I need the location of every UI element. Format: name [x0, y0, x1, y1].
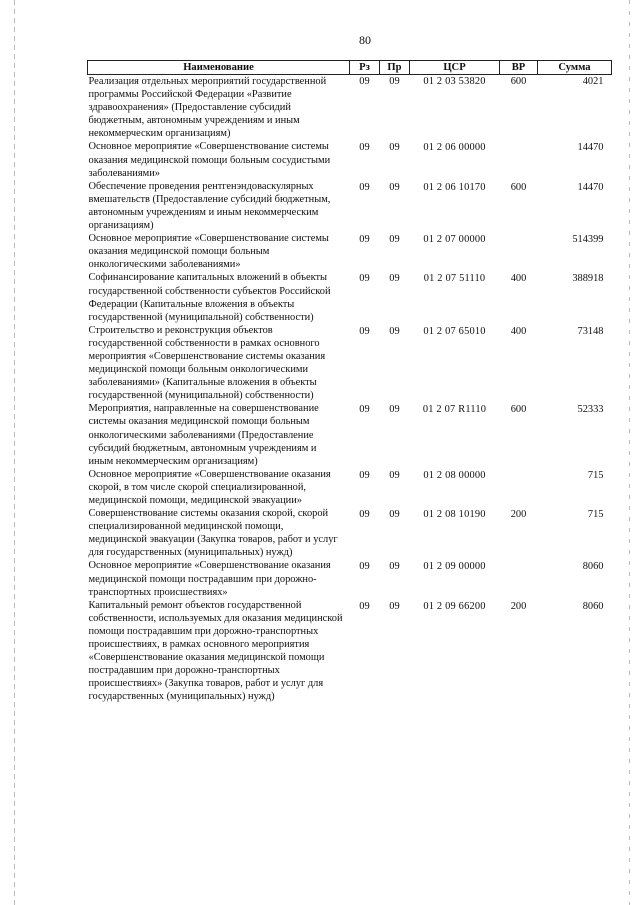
- cell-name: Основное мероприятие «Совершенствование системы оказания медицинской помощи больным онкологическими заболеваниями»: [88, 233, 329, 271]
- cell-rz: 09: [359, 561, 370, 573]
- cell-vr: 200: [510, 509, 527, 521]
- table-row: [88, 140, 612, 179]
- cell-sum: 388918: [572, 273, 604, 285]
- page-number: 80: [359, 33, 371, 47]
- cell-pr: 09: [389, 181, 400, 193]
- cell-vr: 600: [510, 181, 527, 193]
- cell-csr: 01 2 07 00000: [423, 234, 486, 246]
- cell-pr: 09: [389, 404, 400, 416]
- cell-pr: 09: [389, 273, 400, 285]
- cell-name: Софинансирование капитальных вложений в объекты государственной собственности субъектов Российской Федерации (Капитальные вложения в объекты государственной (муниципальной) собственности): [88, 272, 331, 323]
- cell-csr: 01 2 09 00000: [423, 561, 486, 573]
- cell-pr: 09: [389, 76, 400, 87]
- cell-pr: 09: [389, 469, 400, 481]
- cell-csr: 01 2 03 53820: [423, 76, 486, 87]
- cell-vr: [500, 232, 538, 271]
- cell-csr: 01 2 06 10170: [423, 181, 486, 193]
- header-name: Наименование: [88, 61, 350, 75]
- cell-name: Обеспечение проведения рентгенэндоваскулярных вмешательств (Предоставление субсидий бюджетным, автономным учреждениям и иным некоммерческим организациям): [88, 180, 331, 232]
- cell-csr: 01 2 08 10190: [423, 509, 486, 521]
- cell-name: Совершенствование системы оказания скорой, скорой специализированной медицинской помощи, медицинской эвакуации (Закупка товаров, работ и услуг для государственных (муниципальных) нужд): [88, 508, 338, 559]
- cell-sum: 514399: [572, 234, 604, 246]
- cell-rz: 09: [359, 181, 370, 193]
- cell-sum: 14470: [577, 181, 604, 193]
- table-row: [88, 402, 612, 467]
- cell-rz: 09: [359, 273, 370, 285]
- cell-pr: 09: [389, 600, 400, 612]
- cell-pr: 09: [389, 325, 400, 337]
- table-header: [88, 61, 612, 75]
- cell-sum: 715: [587, 509, 604, 521]
- table-row: [88, 75, 612, 141]
- table-row: [88, 559, 612, 598]
- cell-sum: 4021: [582, 76, 604, 87]
- cell-name: Реализация отдельных мероприятий государственной программы Российской Федерации «Развитие здравоохранения» (Предоставление субсидий бюджетным, автономным учреждениям и иным некоммерческим организациям): [88, 76, 327, 140]
- cell-name: Основное мероприятие «Совершенствование оказания медицинской помощи пострадавшим при дорожно-транспортных происшествиях»: [88, 560, 331, 598]
- cell-csr: 01 2 07 51110: [423, 273, 486, 285]
- cell-name: Капитальный ремонт объектов государственной собственности, используемых для оказания медицинской помощи пострадавшим при дорожно-транспортных происшествиях, в рамках основного мероприятия «Совершенствование оказания медицинской помощи пострадавшим при дорожно-транспортных происшествиях» (Закупка товаров, работ и услуг для государственных (муниципальных) нужд): [88, 599, 343, 703]
- cell-rz: 09: [359, 509, 370, 521]
- cell-vr: 400: [510, 273, 527, 285]
- table-row: [88, 180, 612, 232]
- table-row: [88, 324, 612, 403]
- table-row: [88, 599, 612, 704]
- cell-csr: 01 2 07 R1110: [422, 404, 487, 416]
- cell-csr: 01 2 07 65010: [423, 325, 486, 337]
- header-row: [88, 61, 612, 75]
- cell-csr: 01 2 06 00000: [423, 142, 486, 154]
- cell-csr: 01 2 09 66200: [423, 600, 486, 612]
- cell-vr: [500, 559, 538, 598]
- cell-pr: 09: [389, 234, 400, 246]
- cell-rz: 09: [359, 469, 370, 481]
- cell-sum: 14470: [577, 142, 604, 154]
- scan-edge-right: [629, 0, 630, 905]
- cell-vr: 200: [510, 600, 527, 612]
- cell-rz: 09: [359, 325, 370, 337]
- cell-name: Основное мероприятие «Совершенствование оказания скорой, в том числе скорой специализированной, медицинской помощи, медицинской эвакуации»: [88, 468, 331, 506]
- cell-rz: 09: [359, 234, 370, 246]
- cell-sum: 8060: [582, 600, 604, 612]
- cell-name: Основное мероприятие «Совершенствование системы оказания медицинской помощи больным сосудистыми заболеваниями»: [88, 141, 331, 179]
- cell-name: Мероприятия, направленные на совершенствование системы оказания медицинской помощи больным онкологическими заболеваниями (Предоставление субсидий бюджетным, автономным учреждениям и иным некоммерческим организациям): [88, 403, 319, 467]
- cell-vr: [500, 468, 538, 507]
- table-row: [88, 507, 612, 559]
- cell-pr: 09: [389, 509, 400, 521]
- scan-edge-left: [14, 0, 15, 905]
- header-csr: ЦСР: [410, 61, 500, 75]
- cell-rz: 09: [359, 600, 370, 612]
- table-row: [88, 232, 612, 271]
- cell-vr: 600: [510, 76, 527, 87]
- cell-sum: 715: [587, 469, 604, 481]
- cell-rz: 09: [359, 142, 370, 154]
- header-sum: Сумма: [538, 61, 612, 75]
- cell-sum: 73148: [577, 325, 604, 337]
- cell-pr: 09: [389, 561, 400, 573]
- cell-sum: 8060: [582, 561, 604, 573]
- cell-pr: 09: [389, 142, 400, 154]
- header-vr: ВР: [500, 61, 538, 75]
- cell-vr: 600: [510, 404, 527, 416]
- cell-csr: 01 2 08 00000: [423, 469, 486, 481]
- cell-vr: [500, 140, 538, 179]
- cell-name: Строительство и реконструкция объектов государственной собственности в рамках основного мероприятия «Совершенствование системы оказания медицинской помощи больным онкологическими заболеваниями» (Капитальные вложения в объекты государственной (муниципальной) собственности): [88, 324, 326, 402]
- header-rz: Рз: [350, 61, 380, 75]
- table-row: [88, 271, 612, 323]
- table-row: [88, 468, 612, 507]
- cell-sum: 52333: [577, 404, 604, 416]
- cell-vr: 400: [510, 325, 527, 337]
- header-pr: Пр: [380, 61, 410, 75]
- cell-rz: 09: [359, 76, 370, 87]
- budget-table: [87, 60, 612, 704]
- table-body: [88, 75, 612, 704]
- cell-rz: 09: [359, 404, 370, 416]
